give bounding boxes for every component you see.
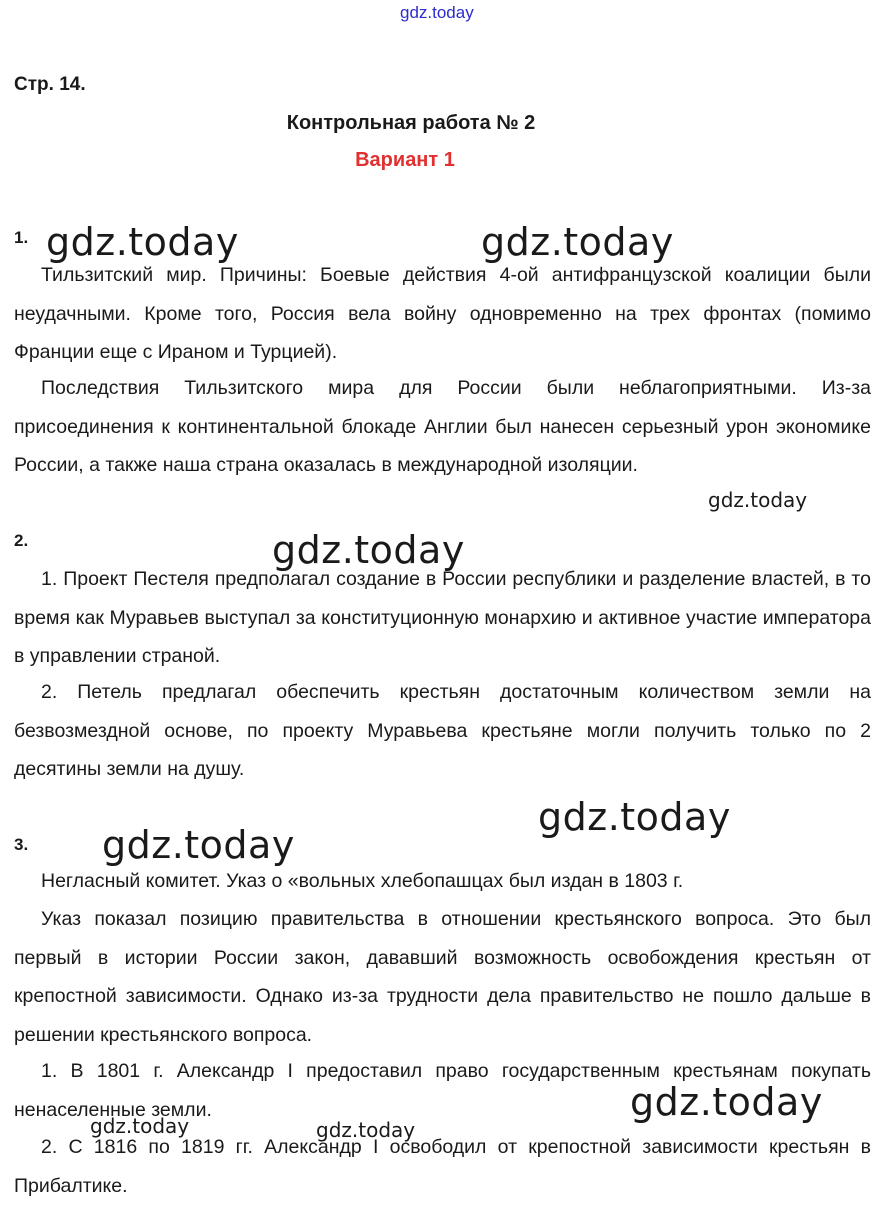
section-2-paragraph-1: 1. Проект Пестеля предполагал создание в России республики и разделение властей, в то время как Муравьев выступал за конституционную монархию и активное участие императора в управлении страной. [14, 568, 871, 667]
watermark: gdz.today [538, 795, 731, 839]
section-3-paragraph-1: Негласный комитет. Указ о «вольных хлебопашцах был издан в 1803 г. [41, 870, 684, 892]
section-1-paragraph-1: Тильзитский мир. Причины: Боевые действия 4-ой антифранцузской коалиции были неудачными. Кроме того, Россия вела войну одновременно на трех фронтах (помимо Франции еще с Ираном и Турцией). [14, 264, 871, 363]
variant-heading: Вариант 1 [355, 149, 455, 171]
section-1-paragraph-2: Последствия Тильзитского мира для России были неблагоприятными. Из-за присоединения к континентальной блокаде Англии был нанесен серьезный урон экономике России, а также наша страна оказалась в международной изоляции. [14, 377, 871, 476]
watermark: gdz.today [630, 1080, 823, 1124]
section-1-number: 1. [14, 228, 29, 247]
section-3-paragraph-2: Указ показал позицию правительства в отношении крестьянского вопроса. Это был первый в истории России закон, дававший возможность освобождения крестьян от крепостной зависимости. Однако из-за трудности дела правительство не пошло дальше в решении крестьянского вопроса. [14, 908, 871, 1046]
watermark: gdz.today [316, 1118, 416, 1142]
watermark: gdz.today [272, 528, 465, 572]
watermark: gdz.today [708, 488, 808, 512]
watermark: gdz.today [481, 220, 674, 264]
section-2-paragraph-2: 2. Петель предлагал обеспечить крестьян достаточным количеством земли на безвозмездной основе, по проекту Муравьева крестьяне могли получить только по 2 десятины земли на душу. [14, 681, 871, 780]
section-3-paragraph-4: 2. С 1816 по 1819 гг. Александр I освободил от крепостной зависимости крестьян в Прибалтике. [14, 1136, 871, 1197]
document-title: Контрольная работа № 2 [286, 112, 536, 134]
watermark: gdz.today [102, 823, 295, 867]
watermark-top: gdz.today [400, 3, 474, 22]
section-2-number: 2. [14, 531, 29, 550]
watermark: gdz.today [90, 1114, 190, 1138]
section-3-paragraph-3: 1. В 1801 г. Александр I предоставил право государственным крестьянам покупать ненаселенные земли. [14, 1060, 871, 1121]
watermark: gdz.today [46, 220, 239, 264]
page-reference: Стр. 14. [14, 74, 86, 95]
section-3-number: 3. [14, 835, 29, 854]
